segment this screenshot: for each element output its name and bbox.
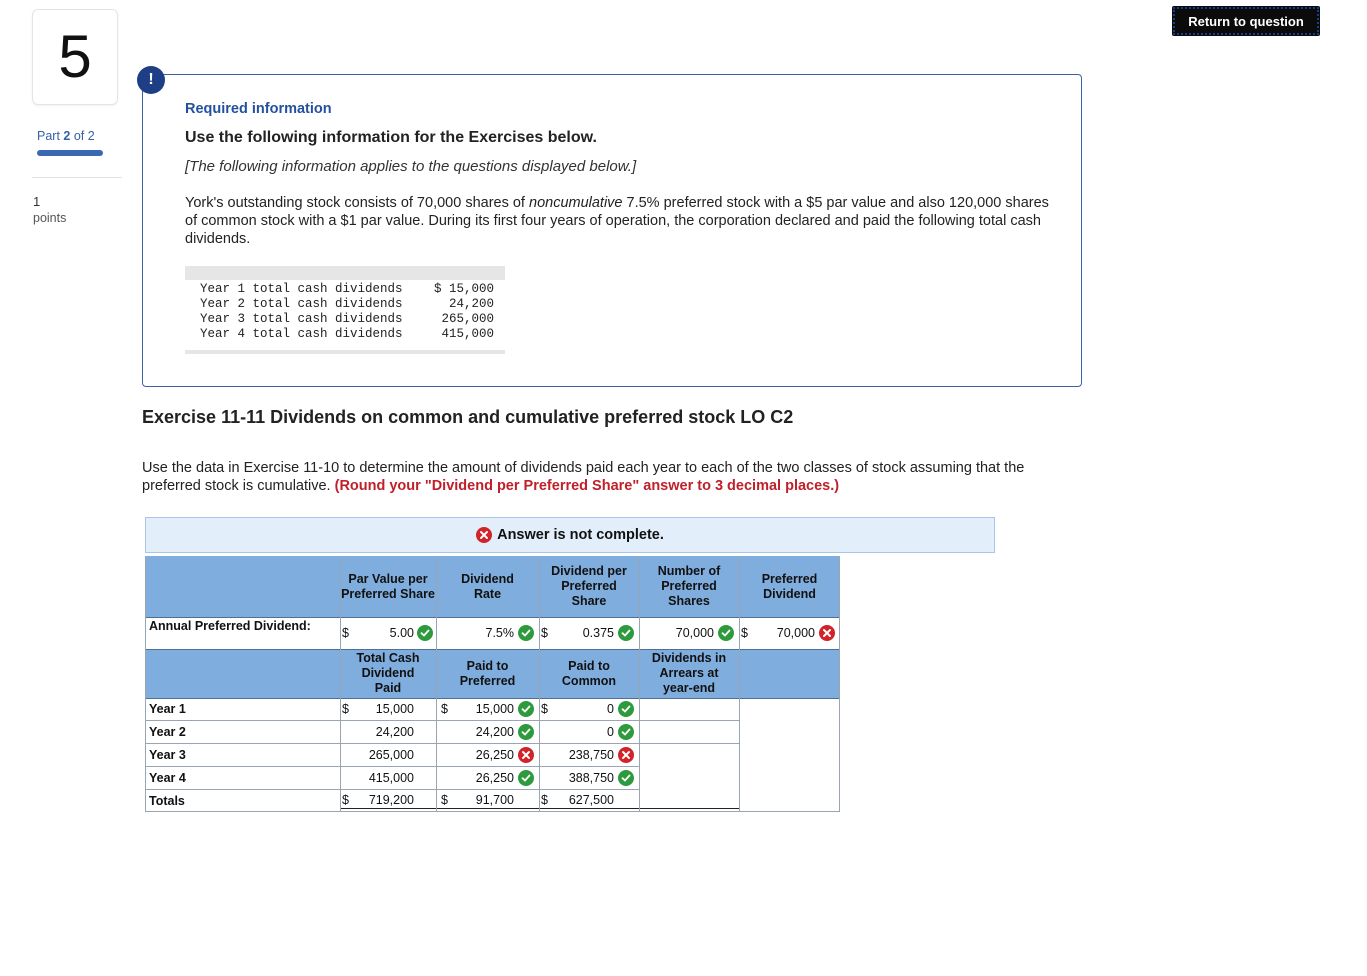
grid-line (145, 743, 739, 744)
dollar-sign: $ (741, 626, 748, 640)
dollar-sign: $ (342, 793, 349, 807)
paid-preferred-total: 91,700 (475, 793, 514, 807)
par-value-input[interactable]: 5.00 (389, 626, 414, 640)
grid-line (839, 556, 840, 812)
header-blank-2 (145, 649, 340, 698)
grid-line (145, 698, 840, 699)
dividend-value: 24,200 (448, 297, 494, 311)
required-info-title: Required information (185, 101, 332, 117)
paid-preferred-input[interactable]: 26,250 (475, 771, 514, 785)
question-number: 5 (58, 23, 92, 90)
grid-line (145, 789, 639, 790)
dividend-worksheet (145, 556, 840, 812)
header-paid-to-common: Paid to Common (539, 649, 639, 698)
dollar-sign: $ (342, 626, 349, 640)
use-following-title: Use the following information for the Exercises below. (185, 129, 597, 146)
header-number-shares: Number of Preferred Shares (639, 556, 739, 617)
paid-common-input[interactable]: 0 (607, 702, 614, 716)
row-label: Year 2 (149, 725, 186, 739)
dollar-sign: $ (541, 793, 548, 807)
paid-preferred-input[interactable]: 26,250 (475, 748, 514, 762)
total-cash-cell: 415,000 (368, 771, 414, 785)
dividend-row (185, 282, 505, 297)
dividend-label: Year 4 total cash dividends (200, 327, 403, 341)
header-blank (145, 556, 340, 617)
applies-note: [The following information applies to the questions displayed below.] (185, 158, 637, 175)
points-label: points (33, 211, 67, 225)
dividend-label: Year 3 total cash dividends (200, 312, 403, 326)
info-body-post: 7.5% preferred stock with a $5 par value and also 120,000 shares of common stock with a $1 par value. During its first four years of operation, the corporation declared and paid the following total cash dividends. (185, 195, 1049, 247)
rail-divider (32, 177, 122, 178)
dollar-sign: $ (441, 793, 448, 807)
header-dividends-arrears: Dividends in Arrears at year-end (639, 649, 739, 698)
dividend-value: 265,000 (441, 312, 494, 326)
dollar-sign: $ (541, 702, 548, 716)
check-icon (417, 625, 433, 641)
part-current: 2 (63, 129, 71, 143)
paid-preferred-input[interactable]: 15,000 (475, 702, 514, 716)
double-underline (340, 808, 639, 809)
double-underline (639, 808, 739, 809)
row-label: Year 4 (149, 771, 186, 785)
dividend-value: 415,000 (441, 327, 494, 341)
paid-common-total: 627,500 (568, 793, 614, 807)
error-icon (819, 625, 835, 641)
check-icon (618, 724, 634, 740)
preferred-dividend-input[interactable]: 70,000 (776, 626, 815, 640)
check-icon (518, 724, 534, 740)
check-icon (618, 770, 634, 786)
dividend-row (185, 297, 505, 312)
part-of: of 2 (73, 129, 95, 143)
grid-line (145, 720, 739, 721)
answer-status-text: Answer is not complete. (497, 527, 664, 543)
answer-status-banner (145, 517, 995, 553)
check-icon (518, 701, 534, 717)
header-preferred-dividend: Preferred Dividend (739, 556, 840, 617)
info-body-pre: York's outstanding stock consists of 70,000 shares of (185, 195, 529, 211)
number-shares-input[interactable]: 70,000 (675, 626, 714, 640)
grid-line (340, 556, 341, 812)
part-indicator (37, 129, 95, 143)
dividend-value: $ 15,000 (433, 282, 494, 296)
grid-line (639, 556, 640, 812)
dollar-sign: $ (541, 626, 548, 640)
grid-line (539, 556, 540, 812)
header-dividend-rate: Dividend Rate (436, 556, 539, 617)
total-cash-cell: 24,200 (375, 725, 414, 739)
dividend-row (185, 312, 505, 327)
part-progress-bar (37, 150, 103, 156)
grid-line (145, 649, 840, 650)
paid-common-input[interactable]: 388,750 (568, 771, 614, 785)
row-label: Totals (149, 794, 185, 808)
dividends-table (185, 266, 505, 354)
paid-common-input[interactable]: 238,750 (568, 748, 614, 762)
part-word: Part (37, 129, 60, 143)
check-icon (718, 625, 734, 641)
question-number-box (32, 9, 118, 105)
total-cash-total: 719,200 (368, 793, 414, 807)
return-to-question-button[interactable]: Return to question (1172, 6, 1320, 36)
check-icon (518, 625, 534, 641)
points-value: 1 (33, 194, 41, 209)
dollar-sign: $ (441, 702, 448, 716)
rounding-instruction: (Round your "Dividend per Preferred Share" answer to 3 decimal places.) (334, 478, 840, 494)
check-icon (618, 625, 634, 641)
dividend-label: Year 2 total cash dividends (200, 297, 403, 311)
exercise-text: Use the data in Exercise 11-10 to determine the amount of dividends paid each year to each of the two classes of stock assuming that the preferred stock is cumulative. (142, 460, 1025, 494)
total-cash-cell: 15,000 (375, 702, 414, 716)
dividend-row (185, 327, 505, 342)
grid-line (145, 811, 840, 812)
total-cash-cell: 265,000 (368, 748, 414, 762)
error-icon (518, 747, 534, 763)
exercise-instructions (142, 459, 1082, 495)
dividend-per-share-input[interactable]: 0.375 (582, 626, 614, 640)
dividend-rate-input[interactable]: 7.5% (485, 626, 514, 640)
annual-preferred-label: Annual Preferred Dividend: (149, 619, 311, 633)
grid-line (145, 617, 840, 618)
check-icon (518, 770, 534, 786)
paid-preferred-input[interactable]: 24,200 (475, 725, 514, 739)
grid-line (739, 556, 740, 812)
check-icon (618, 701, 634, 717)
alert-icon: ! (137, 66, 165, 94)
row-label: Year 3 (149, 748, 186, 762)
grid-line (436, 556, 437, 812)
info-body (185, 194, 1065, 248)
dividend-label: Year 1 total cash dividends (200, 282, 403, 296)
header-paid-to-preferred: Paid to Preferred (436, 649, 539, 698)
row-label: Year 1 (149, 702, 186, 716)
header-par-value: Par Value per Preferred Share (340, 556, 436, 617)
info-body-italic: noncumulative (529, 195, 623, 211)
error-icon (618, 747, 634, 763)
header-blank-3 (739, 649, 840, 698)
grid-line (145, 766, 639, 767)
exercise-title: Exercise 11-11 Dividends on common and cumulative preferred stock LO C2 (142, 407, 794, 427)
dollar-sign: $ (342, 702, 349, 716)
header-total-cash-dividend: Total Cash Dividend Paid (340, 649, 436, 698)
header-dividend-per-share: Dividend per Preferred Share (539, 556, 639, 617)
grid-line (145, 556, 146, 812)
paid-common-input[interactable]: 0 (607, 725, 614, 739)
error-icon (476, 527, 492, 543)
